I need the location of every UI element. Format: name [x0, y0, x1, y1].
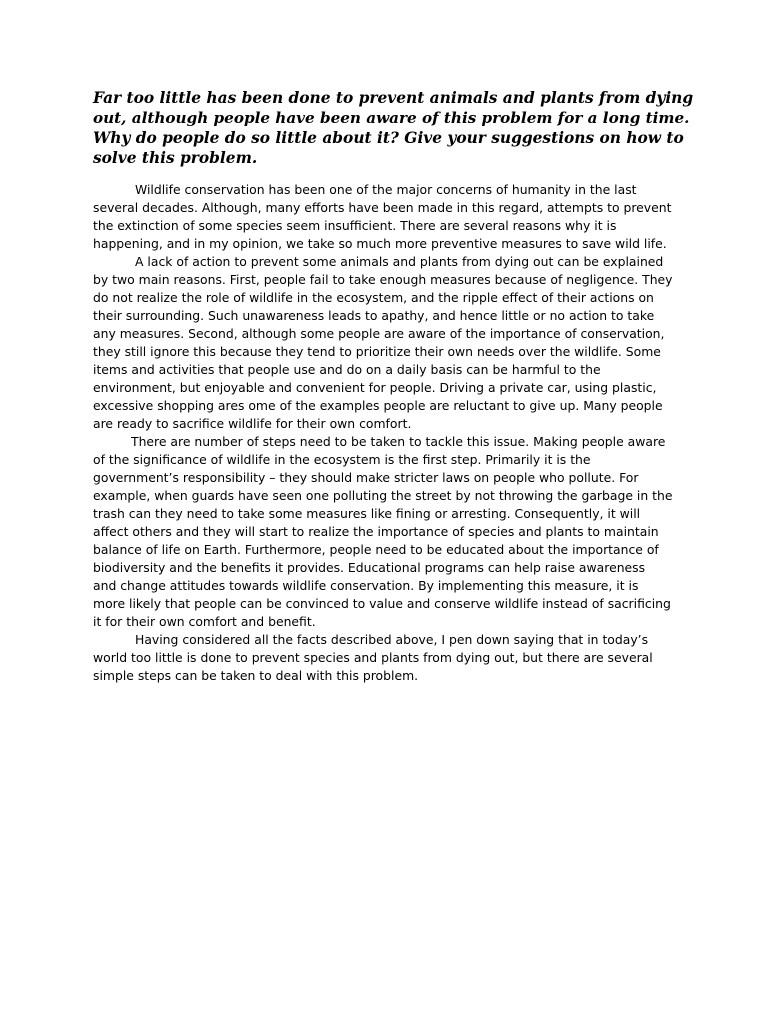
text-line: simple steps can be taken to deal with this problem. [93, 668, 419, 683]
paragraph-reasons [93, 253, 693, 433]
text-line: example, when guards have seen one polluting the street by not throwing the garbage in the [93, 488, 673, 503]
paragraph-solutions [93, 433, 693, 631]
text-line: world too little is done to prevent species and plants from dying out, but there are several [93, 650, 653, 665]
essay-body [93, 181, 693, 685]
text-line: more likely that people can be convinced to value and conserve wildlife instead of sacrificing [93, 596, 671, 611]
text-line: several decades. Although, many efforts have been made in this regard, attempts to prevent [93, 200, 672, 215]
text-line: they still ignore this because they tend to prioritize their own needs over the wildlife. Some [93, 344, 661, 359]
text-line: do not realize the role of wildlife in the ecosystem, and the ripple effect of their actions on [93, 290, 654, 305]
text-line: any measures. Second, although some people are aware of the importance of conservation, [93, 326, 665, 341]
text-line: Wildlife conservation has been one of the major concerns of humanity in the last [135, 182, 637, 197]
question-line: out, although people have been aware of this problem for a long time. [93, 109, 690, 127]
question-line: Why do people do so little about it? Give your suggestions on how to [93, 129, 684, 147]
text-line: excessive shopping ares ome of the examples people are reluctant to give up. Many people [93, 398, 663, 413]
text-line: of the significance of wildlife in the ecosystem is the first step. Primarily it is the [93, 452, 591, 467]
text-line: affect others and they will start to realize the importance of species and plants to maintain [93, 524, 659, 539]
text-line: trash can they need to take some measures like fining or arresting. Consequently, it will [93, 506, 641, 521]
question-line: solve this problem. [93, 149, 258, 167]
paragraph-conclusion [93, 631, 693, 685]
text-line: There are number of steps need to be taken to tackle this issue. Making people aware [131, 434, 666, 449]
text-line: biodiversity and the benefits it provides. Educational programs can help raise awareness [93, 560, 646, 575]
text-line: their surrounding. Such unawareness leads to apathy, and hence little or no action to take [93, 308, 655, 323]
text-line: government’s responsibility – they should make stricter laws on people who pollute. For [93, 470, 639, 485]
text-line: Having considered all the facts described above, I pen down saying that in today’s [135, 632, 649, 647]
text-line: the extinction of some species seem insufficient. There are several reasons why it is [93, 218, 617, 233]
text-line: it for their own comfort and benefit. [93, 614, 316, 629]
text-line: happening, and in my opinion, we take so much more preventive measures to save wild life. [93, 236, 667, 251]
text-line: items and activities that people use and do on a daily basis can be harmful to the [93, 362, 601, 377]
text-line: by two main reasons. First, people fail to take enough measures because of negligence. They [93, 272, 673, 287]
paragraph-intro [93, 181, 693, 253]
essay-question [93, 88, 693, 168]
text-line: environment, but enjoyable and convenient for people. Driving a private car, using plastic, [93, 380, 657, 395]
text-line: are ready to sacrifice wildlife for their own comfort. [93, 416, 412, 431]
text-line: A lack of action to prevent some animals and plants from dying out can be explained [135, 254, 664, 269]
text-line: balance of life on Earth. Furthermore, people need to be educated about the importance of [93, 542, 659, 557]
text-line: and change attitudes towards wildlife conservation. By implementing this measure, it is [93, 578, 639, 593]
question-line: Far too little has been done to prevent animals and plants from dying [93, 89, 694, 107]
